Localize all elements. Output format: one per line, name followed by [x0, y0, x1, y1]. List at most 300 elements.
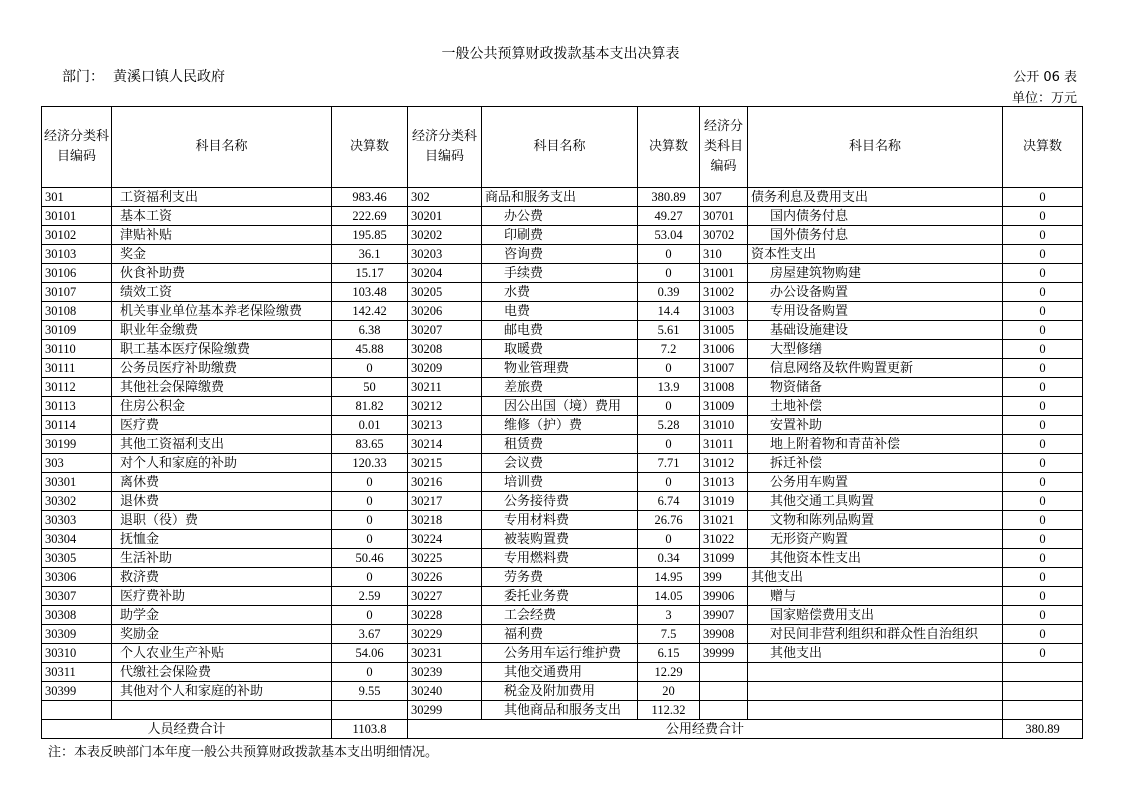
cell-code: 30701 [700, 207, 748, 226]
cell-amount: 0.34 [638, 549, 700, 568]
cell-amount: 6.15 [638, 644, 700, 663]
cell-name: 印刷费 [482, 226, 638, 245]
cell-name: 商品和服务支出 [482, 188, 638, 207]
cell-name: 对个人和家庭的补助 [112, 454, 332, 473]
header-amount-3: 决算数 [1003, 107, 1083, 188]
cell-amount: 0 [1003, 207, 1083, 226]
cell-amount: 13.9 [638, 378, 700, 397]
cell-name: 住房公积金 [112, 397, 332, 416]
cell-code [42, 701, 112, 720]
cell-name: 个人农业生产补贴 [112, 644, 332, 663]
cell-code: 30229 [408, 625, 482, 644]
cell-name: 福利费 [482, 625, 638, 644]
cell-name: 其他社会保障缴费 [112, 378, 332, 397]
header-code-3: 经济分类科目编码 [700, 107, 748, 188]
cell-code: 30217 [408, 492, 482, 511]
cell-name: 专用设备购置 [748, 302, 1003, 321]
cell-name: 税金及附加费用 [482, 682, 638, 701]
cell-amount: 20 [638, 682, 700, 701]
cell-amount: 0 [332, 511, 408, 530]
cell-code: 30101 [42, 207, 112, 226]
cell-code: 31011 [700, 435, 748, 454]
department-name: 黄溪口镇人民政府 [113, 69, 225, 85]
cell-amount: 0 [638, 264, 700, 283]
cell-name: 委托业务费 [482, 587, 638, 606]
cell-amount: 0 [1003, 359, 1083, 378]
cell-name: 其他对个人和家庭的补助 [112, 682, 332, 701]
cell-code: 30201 [408, 207, 482, 226]
cell-amount: 53.04 [638, 226, 700, 245]
table-row [42, 701, 1083, 720]
cell-amount: 45.88 [332, 340, 408, 359]
cell-code: 30224 [408, 530, 482, 549]
cell-amount: 6.38 [332, 321, 408, 340]
header-code-1: 经济分类科目编码 [42, 107, 112, 188]
cell-amount: 0 [1003, 321, 1083, 340]
cell-name: 对民间非营利组织和群众性自治组织 [748, 625, 1003, 644]
table-row [42, 264, 1083, 283]
cell-name: 离休费 [112, 473, 332, 492]
cell-name: 基础设施建设 [748, 321, 1003, 340]
cell-code: 30309 [42, 625, 112, 644]
cell-code: 31012 [700, 454, 748, 473]
table-row [42, 644, 1083, 663]
cell-amount: 5.61 [638, 321, 700, 340]
cell-amount: 81.82 [332, 397, 408, 416]
cell-name: 助学金 [112, 606, 332, 625]
cell-amount: 0 [332, 606, 408, 625]
cell-amount: 9.55 [332, 682, 408, 701]
cell-amount: 50.46 [332, 549, 408, 568]
cell-name: 机关事业单位基本养老保险缴费 [112, 302, 332, 321]
cell-name: 电费 [482, 302, 638, 321]
cell-code: 30207 [408, 321, 482, 340]
cell-name: 绩效工资 [112, 283, 332, 302]
cell-code: 30239 [408, 663, 482, 682]
cell-code: 30208 [408, 340, 482, 359]
cell-name: 物业管理费 [482, 359, 638, 378]
cell-name: 救济费 [112, 568, 332, 587]
table-row [42, 511, 1083, 530]
cell-code: 307 [700, 188, 748, 207]
cell-code: 310 [700, 245, 748, 264]
cell-code: 30204 [408, 264, 482, 283]
personnel-total-amount: 1103.8 [332, 720, 408, 739]
cell-amount: 3 [638, 606, 700, 625]
cell-name: 抚恤金 [112, 530, 332, 549]
table-row [42, 549, 1083, 568]
cell-name: 取暖费 [482, 340, 638, 359]
cell-code: 30310 [42, 644, 112, 663]
cell-code: 30107 [42, 283, 112, 302]
table-row [42, 340, 1083, 359]
cell-name: 地上附着物和青苗补偿 [748, 435, 1003, 454]
cell-code: 30205 [408, 283, 482, 302]
cell-name: 伙食补助费 [112, 264, 332, 283]
cell-amount: 6.74 [638, 492, 700, 511]
cell-amount: 0 [1003, 625, 1083, 644]
cell-name: 工会经费 [482, 606, 638, 625]
cell-code: 30228 [408, 606, 482, 625]
cell-name [112, 701, 332, 720]
table-row [42, 530, 1083, 549]
cell-code: 31009 [700, 397, 748, 416]
cell-name: 安置补助 [748, 416, 1003, 435]
public-total-label: 公用经费合计 [408, 720, 1003, 739]
cell-code: 30240 [408, 682, 482, 701]
cell-name: 基本工资 [112, 207, 332, 226]
cell-code: 39906 [700, 587, 748, 606]
cell-amount: 222.69 [332, 207, 408, 226]
table-row [42, 568, 1083, 587]
table-row [42, 188, 1083, 207]
cell-code: 30110 [42, 340, 112, 359]
cell-code: 30206 [408, 302, 482, 321]
cell-name: 其他支出 [748, 644, 1003, 663]
expenditure-table [41, 106, 1083, 739]
cell-code: 31008 [700, 378, 748, 397]
cell-amount: 0 [1003, 340, 1083, 359]
cell-code: 30112 [42, 378, 112, 397]
cell-amount: 142.42 [332, 302, 408, 321]
cell-amount: 0 [332, 473, 408, 492]
cell-amount: 49.27 [638, 207, 700, 226]
cell-amount: 0 [638, 435, 700, 454]
table-row [42, 378, 1083, 397]
table-row [42, 416, 1083, 435]
cell-code: 30226 [408, 568, 482, 587]
cell-amount: 0 [1003, 530, 1083, 549]
cell-amount: 0 [1003, 492, 1083, 511]
cell-name: 医疗费 [112, 416, 332, 435]
cell-amount: 12.29 [638, 663, 700, 682]
table-body [42, 188, 1083, 720]
cell-name: 医疗费补助 [112, 587, 332, 606]
cell-amount: 0 [638, 473, 700, 492]
cell-amount: 0 [1003, 188, 1083, 207]
cell-amount: 0 [332, 530, 408, 549]
cell-amount: 983.46 [332, 188, 408, 207]
cell-amount: 380.89 [638, 188, 700, 207]
cell-code: 31003 [700, 302, 748, 321]
cell-name: 邮电费 [482, 321, 638, 340]
cell-code: 30302 [42, 492, 112, 511]
totals-row [42, 720, 1083, 739]
table-row [42, 302, 1083, 321]
cell-amount: 7.71 [638, 454, 700, 473]
cell-name: 专用燃料费 [482, 549, 638, 568]
cell-amount: 3.67 [332, 625, 408, 644]
cell-code: 303 [42, 454, 112, 473]
cell-name: 奖金 [112, 245, 332, 264]
cell-code [700, 663, 748, 682]
cell-name: 会议费 [482, 454, 638, 473]
cell-amount: 2.59 [332, 587, 408, 606]
cell-code: 30209 [408, 359, 482, 378]
cell-amount: 0 [638, 530, 700, 549]
cell-name: 职工基本医疗保险缴费 [112, 340, 332, 359]
cell-code [700, 682, 748, 701]
cell-name: 文物和陈列品购置 [748, 511, 1003, 530]
cell-amount: 0 [1003, 473, 1083, 492]
table-row [42, 454, 1083, 473]
unit-label: 单位：万元 [1011, 91, 1077, 106]
cell-code: 31002 [700, 283, 748, 302]
cell-name: 水费 [482, 283, 638, 302]
header-amount-1: 决算数 [332, 107, 408, 188]
table-row [42, 682, 1083, 701]
table-row [42, 492, 1083, 511]
cell-name: 劳务费 [482, 568, 638, 587]
cell-name: 土地补偿 [748, 397, 1003, 416]
cell-code: 30305 [42, 549, 112, 568]
cell-code: 30301 [42, 473, 112, 492]
cell-code: 30231 [408, 644, 482, 663]
table-row [42, 207, 1083, 226]
cell-amount: 83.65 [332, 435, 408, 454]
cell-code: 30214 [408, 435, 482, 454]
cell-amount: 14.4 [638, 302, 700, 321]
cell-code: 30304 [42, 530, 112, 549]
cell-name: 其他支出 [748, 568, 1003, 587]
cell-amount: 0 [1003, 264, 1083, 283]
cell-code: 30113 [42, 397, 112, 416]
cell-amount: 0 [1003, 435, 1083, 454]
cell-code: 30211 [408, 378, 482, 397]
cell-code: 31005 [700, 321, 748, 340]
cell-name: 奖励金 [112, 625, 332, 644]
cell-code: 30215 [408, 454, 482, 473]
department-label: 部门： [62, 69, 104, 85]
table-row [42, 397, 1083, 416]
cell-amount: 103.48 [332, 283, 408, 302]
header-name-2: 科目名称 [482, 107, 638, 188]
cell-code: 301 [42, 188, 112, 207]
cell-name: 大型修缮 [748, 340, 1003, 359]
cell-name: 物资储备 [748, 378, 1003, 397]
cell-name: 房屋建筑物购建 [748, 264, 1003, 283]
cell-amount: 26.76 [638, 511, 700, 530]
form-number: 公开 06 表 [1013, 70, 1077, 85]
footnote: 注：本表反映部门本年度一般公共预算财政拨款基本支出明细情况。 [48, 745, 439, 760]
cell-amount: 54.06 [332, 644, 408, 663]
cell-code: 30108 [42, 302, 112, 321]
public-total-amount: 380.89 [1003, 720, 1083, 739]
cell-name: 手续费 [482, 264, 638, 283]
cell-amount: 0 [1003, 397, 1083, 416]
table-header-row [42, 107, 1083, 188]
cell-code: 30111 [42, 359, 112, 378]
cell-code: 30399 [42, 682, 112, 701]
cell-amount: 14.95 [638, 568, 700, 587]
cell-amount: 5.28 [638, 416, 700, 435]
cell-code: 39908 [700, 625, 748, 644]
cell-code: 30303 [42, 511, 112, 530]
cell-amount: 195.85 [332, 226, 408, 245]
cell-name [748, 663, 1003, 682]
cell-name: 咨询费 [482, 245, 638, 264]
cell-amount: 0 [1003, 245, 1083, 264]
cell-code: 31021 [700, 511, 748, 530]
cell-code: 30227 [408, 587, 482, 606]
cell-name: 其他资本性支出 [748, 549, 1003, 568]
cell-name: 资本性支出 [748, 245, 1003, 264]
cell-code: 31001 [700, 264, 748, 283]
cell-amount: 0 [1003, 283, 1083, 302]
cell-name [748, 701, 1003, 720]
cell-name: 国内债务付息 [748, 207, 1003, 226]
cell-amount: 0 [1003, 416, 1083, 435]
cell-name: 赠与 [748, 587, 1003, 606]
table-row [42, 359, 1083, 378]
cell-code: 31006 [700, 340, 748, 359]
cell-name: 其他交通费用 [482, 663, 638, 682]
cell-name: 债务利息及费用支出 [748, 188, 1003, 207]
cell-amount: 0 [638, 397, 700, 416]
cell-name: 津贴补贴 [112, 226, 332, 245]
cell-name: 公务员医疗补助缴费 [112, 359, 332, 378]
header-name-1: 科目名称 [112, 107, 332, 188]
cell-amount: 0 [332, 359, 408, 378]
header-code-2: 经济分类科目编码 [408, 107, 482, 188]
header-amount-2: 决算数 [638, 107, 700, 188]
cell-name: 工资福利支出 [112, 188, 332, 207]
cell-code: 30225 [408, 549, 482, 568]
cell-amount: 0 [1003, 606, 1083, 625]
cell-amount: 0 [1003, 454, 1083, 473]
cell-code: 30212 [408, 397, 482, 416]
cell-code: 30102 [42, 226, 112, 245]
cell-name [748, 682, 1003, 701]
cell-name: 信息网络及软件购置更新 [748, 359, 1003, 378]
cell-name: 代缴社会保险费 [112, 663, 332, 682]
cell-amount: 14.05 [638, 587, 700, 606]
cell-amount: 120.33 [332, 454, 408, 473]
cell-amount: 0 [1003, 568, 1083, 587]
cell-name: 国外债务付息 [748, 226, 1003, 245]
cell-amount: 0 [1003, 587, 1083, 606]
cell-name: 其他交通工具购置 [748, 492, 1003, 511]
table-row [42, 587, 1083, 606]
cell-code: 30203 [408, 245, 482, 264]
cell-amount: 0 [1003, 644, 1083, 663]
cell-code: 399 [700, 568, 748, 587]
cell-name: 生活补助 [112, 549, 332, 568]
cell-code: 30199 [42, 435, 112, 454]
cell-code: 302 [408, 188, 482, 207]
cell-code [700, 701, 748, 720]
page-title: 一般公共预算财政拨款基本支出决算表 [441, 46, 680, 62]
table-row [42, 606, 1083, 625]
cell-amount: 0 [332, 492, 408, 511]
cell-code: 30311 [42, 663, 112, 682]
cell-amount: 0 [1003, 302, 1083, 321]
cell-code: 31099 [700, 549, 748, 568]
table-row [42, 435, 1083, 454]
cell-amount [1003, 682, 1083, 701]
cell-name: 被装购置费 [482, 530, 638, 549]
cell-amount: 0 [638, 359, 700, 378]
cell-amount: 7.5 [638, 625, 700, 644]
cell-name: 公务用车运行维护费 [482, 644, 638, 663]
cell-amount: 0 [332, 663, 408, 682]
cell-name: 退休费 [112, 492, 332, 511]
cell-code: 30114 [42, 416, 112, 435]
cell-name: 办公设备购置 [748, 283, 1003, 302]
personnel-total-label: 人员经费合计 [42, 720, 332, 739]
cell-code: 30202 [408, 226, 482, 245]
cell-name: 培训费 [482, 473, 638, 492]
cell-amount: 0.01 [332, 416, 408, 435]
cell-code: 31019 [700, 492, 748, 511]
cell-code: 30213 [408, 416, 482, 435]
cell-code: 30306 [42, 568, 112, 587]
cell-amount [1003, 663, 1083, 682]
cell-name: 国家赔偿费用支出 [748, 606, 1003, 625]
header-name-3: 科目名称 [748, 107, 1003, 188]
cell-name: 公务用车购置 [748, 473, 1003, 492]
table-row [42, 283, 1083, 302]
cell-amount: 0 [332, 568, 408, 587]
table-row [42, 245, 1083, 264]
cell-amount: 0 [1003, 549, 1083, 568]
cell-code: 31010 [700, 416, 748, 435]
cell-amount: 0 [1003, 511, 1083, 530]
cell-name: 差旅费 [482, 378, 638, 397]
cell-code: 30106 [42, 264, 112, 283]
cell-name: 其他工资福利支出 [112, 435, 332, 454]
cell-code: 30307 [42, 587, 112, 606]
cell-amount: 7.2 [638, 340, 700, 359]
cell-name: 维修（护）费 [482, 416, 638, 435]
table-row [42, 473, 1083, 492]
cell-amount: 0 [1003, 378, 1083, 397]
cell-amount [332, 701, 408, 720]
cell-amount: 50 [332, 378, 408, 397]
cell-code: 30109 [42, 321, 112, 340]
cell-name: 因公出国（境）费用 [482, 397, 638, 416]
table-row [42, 625, 1083, 644]
cell-code: 31022 [700, 530, 748, 549]
cell-amount: 0.39 [638, 283, 700, 302]
cell-name: 无形资产购置 [748, 530, 1003, 549]
cell-code: 39907 [700, 606, 748, 625]
cell-name: 专用材料费 [482, 511, 638, 530]
cell-name: 职业年金缴费 [112, 321, 332, 340]
cell-code: 30308 [42, 606, 112, 625]
cell-name: 退职（役）费 [112, 511, 332, 530]
cell-code: 30299 [408, 701, 482, 720]
cell-code: 30103 [42, 245, 112, 264]
cell-code: 31007 [700, 359, 748, 378]
cell-amount: 36.1 [332, 245, 408, 264]
cell-code: 30702 [700, 226, 748, 245]
table-row [42, 226, 1083, 245]
cell-name: 租赁费 [482, 435, 638, 454]
table-row [42, 321, 1083, 340]
cell-name: 其他商品和服务支出 [482, 701, 638, 720]
cell-code: 39999 [700, 644, 748, 663]
cell-code: 30218 [408, 511, 482, 530]
cell-amount: 112.32 [638, 701, 700, 720]
cell-name: 办公费 [482, 207, 638, 226]
cell-code: 31013 [700, 473, 748, 492]
cell-name: 拆迁补偿 [748, 454, 1003, 473]
cell-amount: 0 [1003, 226, 1083, 245]
cell-code: 30216 [408, 473, 482, 492]
cell-amount: 15.17 [332, 264, 408, 283]
cell-amount: 0 [638, 245, 700, 264]
